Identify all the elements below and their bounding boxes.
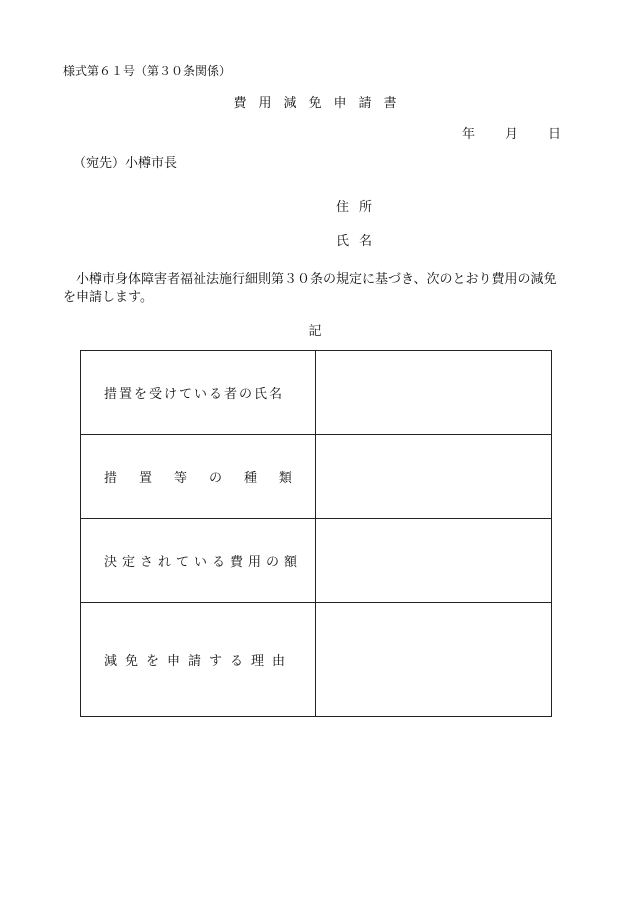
table-row: [81, 603, 551, 716]
form-number: 様式第６１号（第３０条関係）: [63, 64, 232, 78]
addressee: （宛先）小樽市長: [73, 156, 178, 171]
table-row: [81, 351, 551, 435]
row-label-fee-amount: 決定されている費用の額: [81, 519, 316, 602]
document-title: 費用減免申請書: [233, 96, 409, 111]
label-char: の: [208, 471, 222, 486]
label-char: 種: [243, 471, 257, 486]
body-text: 小樽市身体障害者福祉法施行細則第３０条の規定に基づき、次のとおり費用の減免を申請します。: [63, 272, 557, 305]
row-value-subject-name[interactable]: [316, 351, 551, 434]
table-row: [81, 519, 551, 603]
application-table: [80, 350, 552, 717]
name-label: 氏名: [336, 234, 383, 249]
label-char: 等: [173, 471, 187, 486]
table-row: [81, 435, 551, 519]
row-value-fee-amount[interactable]: [316, 519, 551, 602]
row-value-measure-type[interactable]: [316, 435, 551, 518]
row-label-reason: 減免を申請する理由: [81, 603, 316, 716]
date-line: [462, 123, 561, 142]
ki-heading: 記: [308, 324, 322, 339]
label-char: 置: [138, 471, 152, 486]
row-label-measure-type: [81, 435, 316, 518]
row-label-subject-name: 措置を受けている者の氏名: [81, 351, 316, 434]
address-label: 住所: [336, 200, 383, 215]
label-char: 類: [278, 471, 292, 486]
row-value-reason[interactable]: [316, 603, 551, 716]
date-month: 月: [505, 127, 519, 142]
date-year: 年: [462, 127, 476, 142]
label-char: 措: [104, 471, 118, 486]
date-day: 日: [548, 127, 562, 142]
